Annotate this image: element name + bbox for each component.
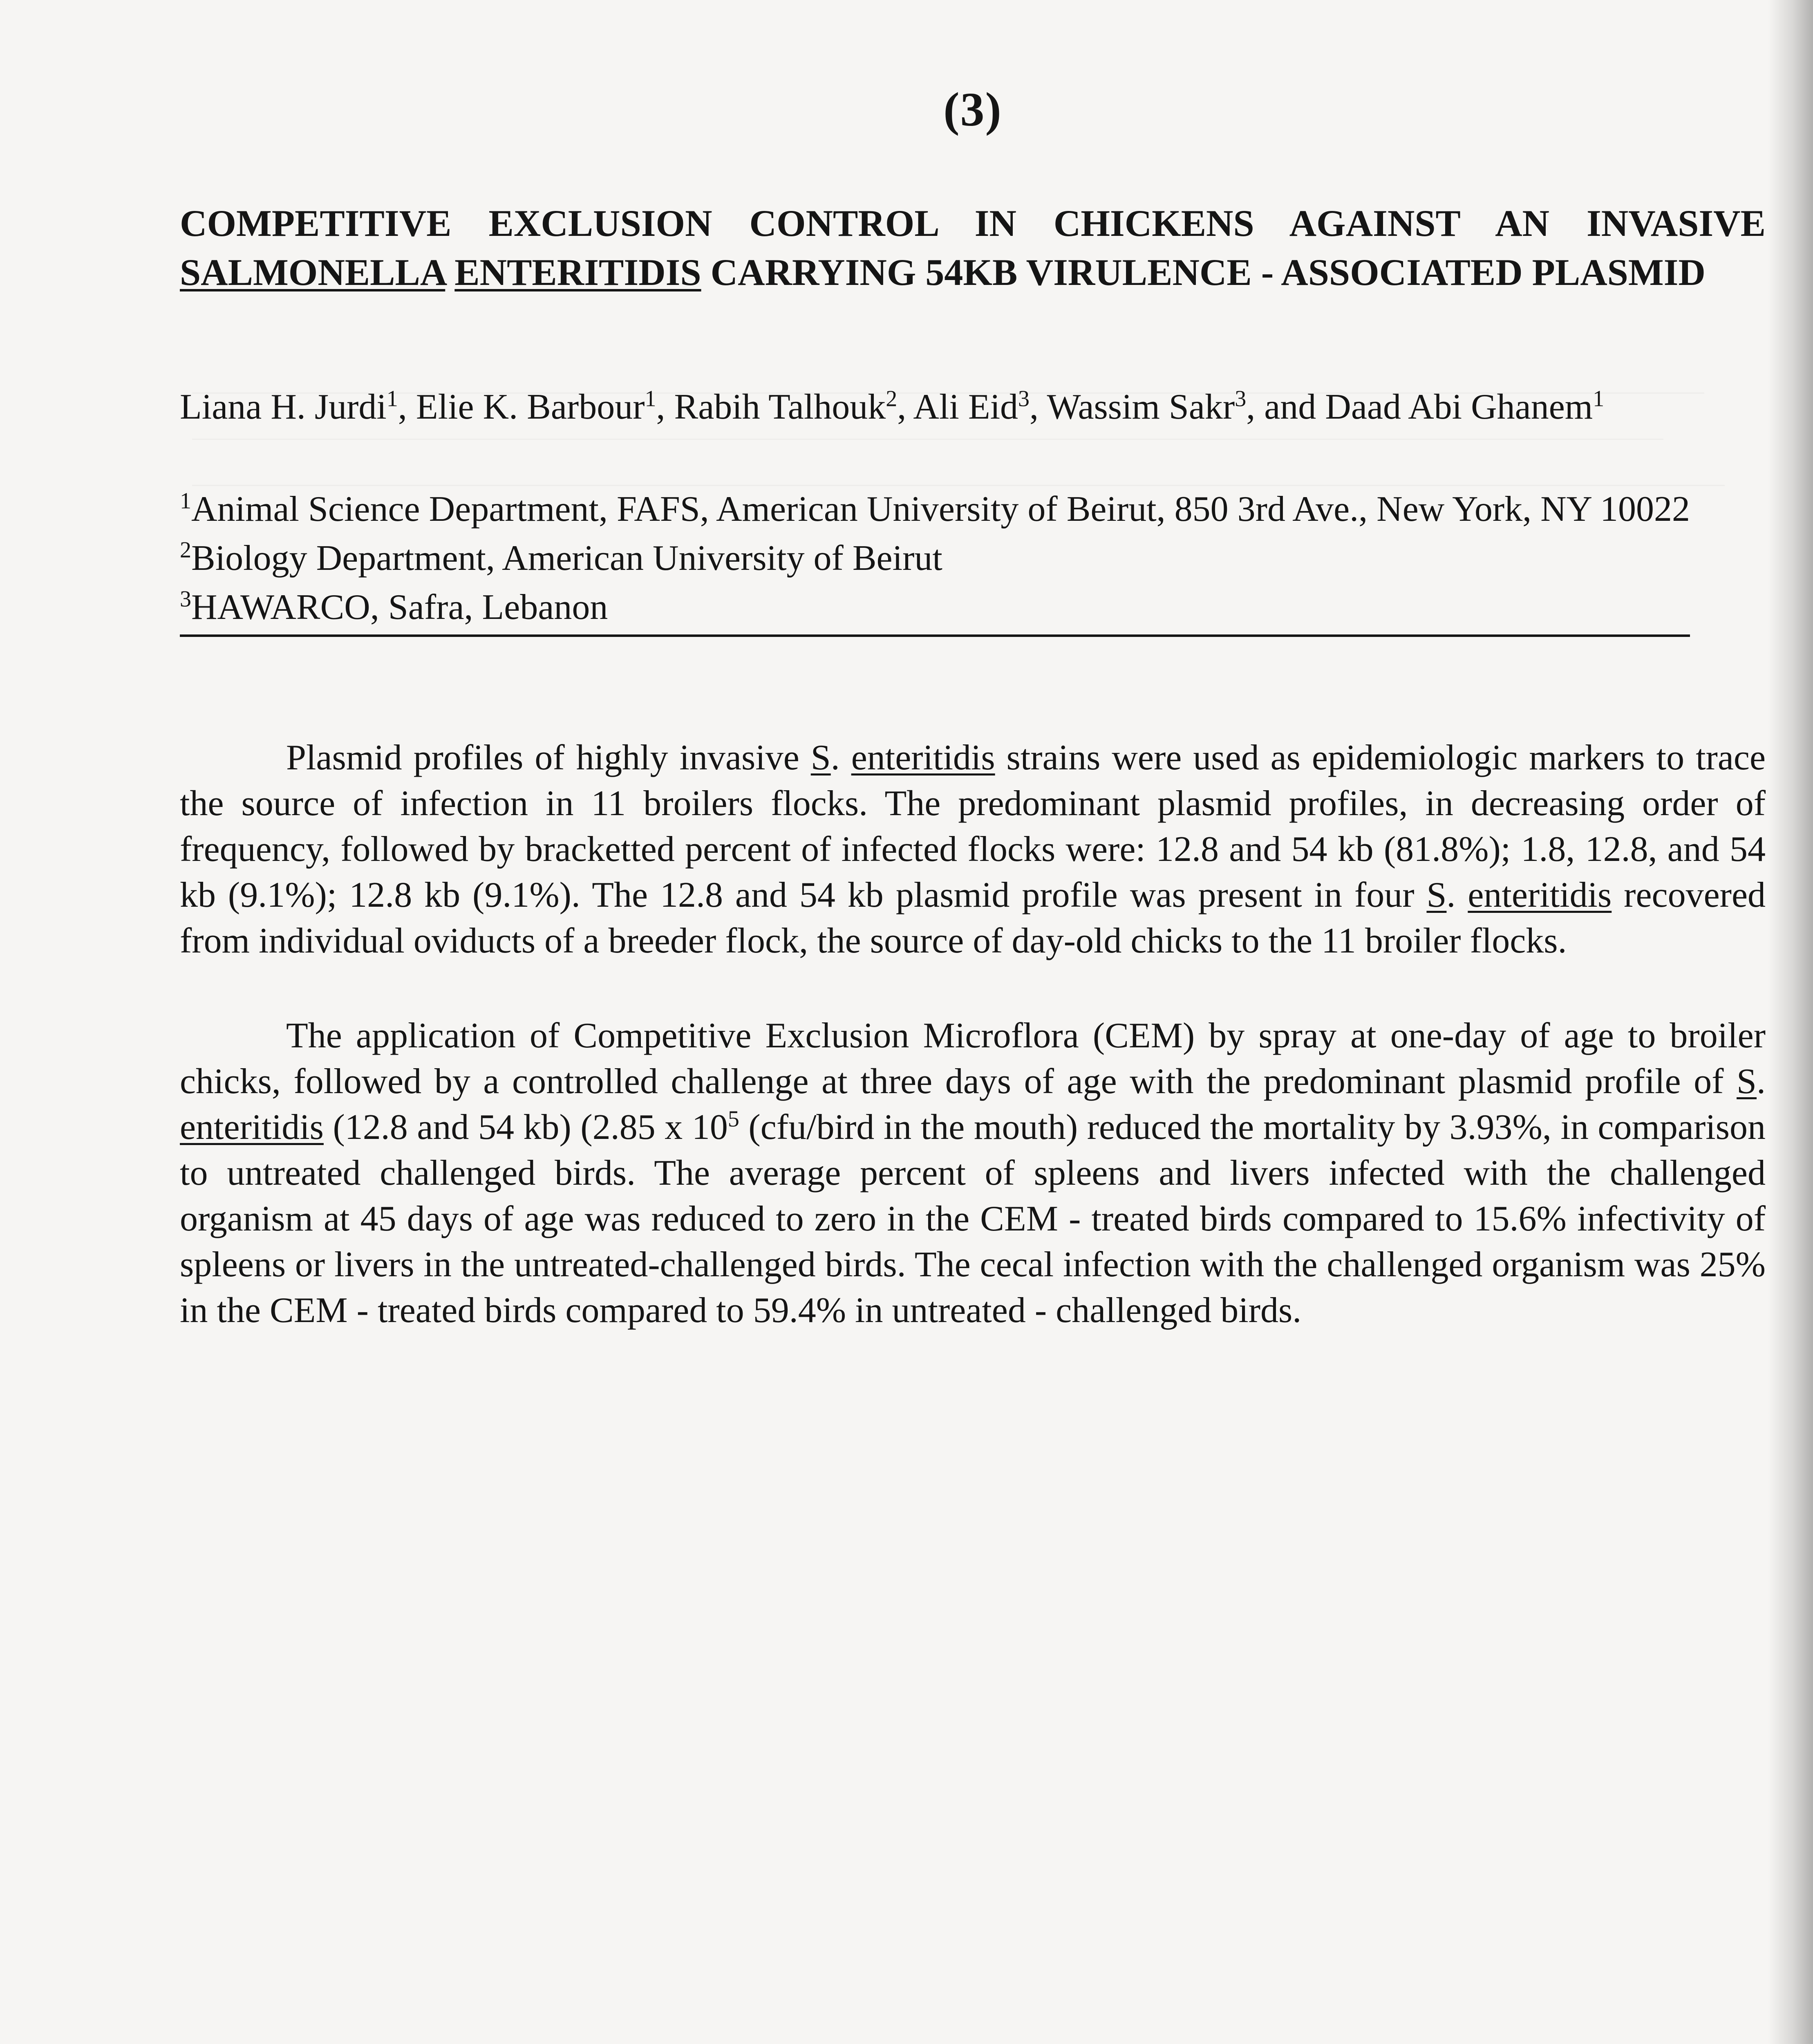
abstract-paragraph-2 [180, 1013, 1766, 1334]
author-name: Ali Eid [913, 387, 1018, 427]
text-run: strains were used as epidemiologic markers to trace the source of infection in 11 broilers flocks. The predominant plasmid profiles, in decreasing order of frequency, followed by bracketted percent of infected flocks were: 12.8 and 54 kb (81.8%); 1.8, 12.8, and 54 kb (9.1%); 12.8 kb (9.1%). The 12.8 and 54 kb plasmid profile was present in four [180, 738, 1766, 915]
author-name: Elie K. Barbour [416, 387, 645, 427]
author-name: Rabih Talhouk [674, 387, 886, 427]
text-run: Plasmid profiles of highly invasive [286, 738, 811, 778]
title-part-2: CARRYING 54KB VIRULENCE - ASSOCIATED PLASMID [701, 251, 1706, 293]
abstract-paragraph-1 [180, 735, 1766, 964]
affiliation-list [180, 485, 1690, 637]
species-name: enteritidis [1468, 875, 1612, 915]
author-affil-mark: 3 [1235, 386, 1247, 412]
species-name: enteritidis [180, 1107, 324, 1147]
author-name: Wassim Sakr [1047, 387, 1235, 427]
affiliation-text: Biology Department, American University of Beirut [191, 538, 942, 578]
paper-number: (3) [943, 83, 1002, 136]
genus-abbrev: S [810, 738, 831, 778]
author-affil-mark: 1 [645, 386, 656, 412]
text-run: recovered from individual oviducts of a breeder flock, the source of day-old chicks to the 11 broiler flocks. [180, 875, 1766, 961]
affiliation-3 [180, 583, 1690, 632]
author-affil-mark: 3 [1018, 386, 1030, 412]
author-list [180, 383, 1766, 432]
title-gap [445, 251, 454, 293]
author-affil-mark: 2 [886, 386, 898, 412]
genus-abbrev: S [1737, 1062, 1757, 1101]
species-name: enteritidis [851, 738, 995, 778]
author-affil-mark: 1 [386, 386, 398, 412]
text-run: . [1446, 875, 1468, 915]
author-separator: , [398, 387, 416, 427]
text-run: (12.8 and 54 kb) (2.85 x 10 [323, 1107, 728, 1147]
author-name: Daad Abi Ghanem [1325, 387, 1593, 427]
text-run: (cfu/bird in the mouth) reduced the mortality by 3.93%, in comparison to untreated challenged birds. The average percent of spleens and livers infected with the challenged organism at 45 days of age was reduced to zero in the CEM - treated birds compared to 15.6% infectivity of spleens or livers in the untreated-challenged birds. The cecal infection with the challenged organism was 25% in the CEM - treated birds compared to 59.4% in untreated - challenged birds. [180, 1107, 1766, 1330]
genus-abbrev: S [1426, 875, 1447, 915]
title-enteritidis: ENTERITIDIS [454, 251, 701, 293]
affiliation-2 [180, 534, 1690, 583]
affiliation-1 [180, 485, 1690, 534]
affiliation-mark: 2 [180, 537, 191, 563]
paper-page [180, 82, 1766, 1383]
text-run: . [830, 738, 851, 778]
author-separator: , [897, 387, 913, 427]
paper-title [180, 199, 1766, 297]
author-name: Liana H. Jurdi [180, 387, 387, 427]
author-separator: , [656, 387, 674, 427]
author-separator: , and [1246, 387, 1325, 427]
author-separator: , [1030, 387, 1047, 427]
affiliation-mark: 1 [180, 488, 191, 514]
text-run: The application of Competitive Exclusion Microflora (CEM) by spray at one-day of age to broiler chicks, followed by a controlled challenge at three days of age with the predominant plasmid profile of [180, 1016, 1766, 1101]
title-part-1: COMPETITIVE EXCLUSION CONTROL IN CHICKENS AGAINST AN INVASIVE [180, 202, 1766, 244]
exponent: 5 [727, 1106, 739, 1132]
text-run: . [1757, 1062, 1766, 1101]
author-affil-mark: 1 [1593, 386, 1605, 412]
affiliation-text: Animal Science Department, FAFS, American University of Beirut, 850 3rd Ave., New York, NY 10022 [191, 489, 1690, 529]
title-salmonella: SALMONELLA [180, 251, 445, 293]
affiliation-text: HAWARCO, Safra, Lebanon [191, 587, 608, 627]
affiliation-mark: 3 [180, 586, 191, 612]
binding-shadow [1768, 0, 1813, 2044]
